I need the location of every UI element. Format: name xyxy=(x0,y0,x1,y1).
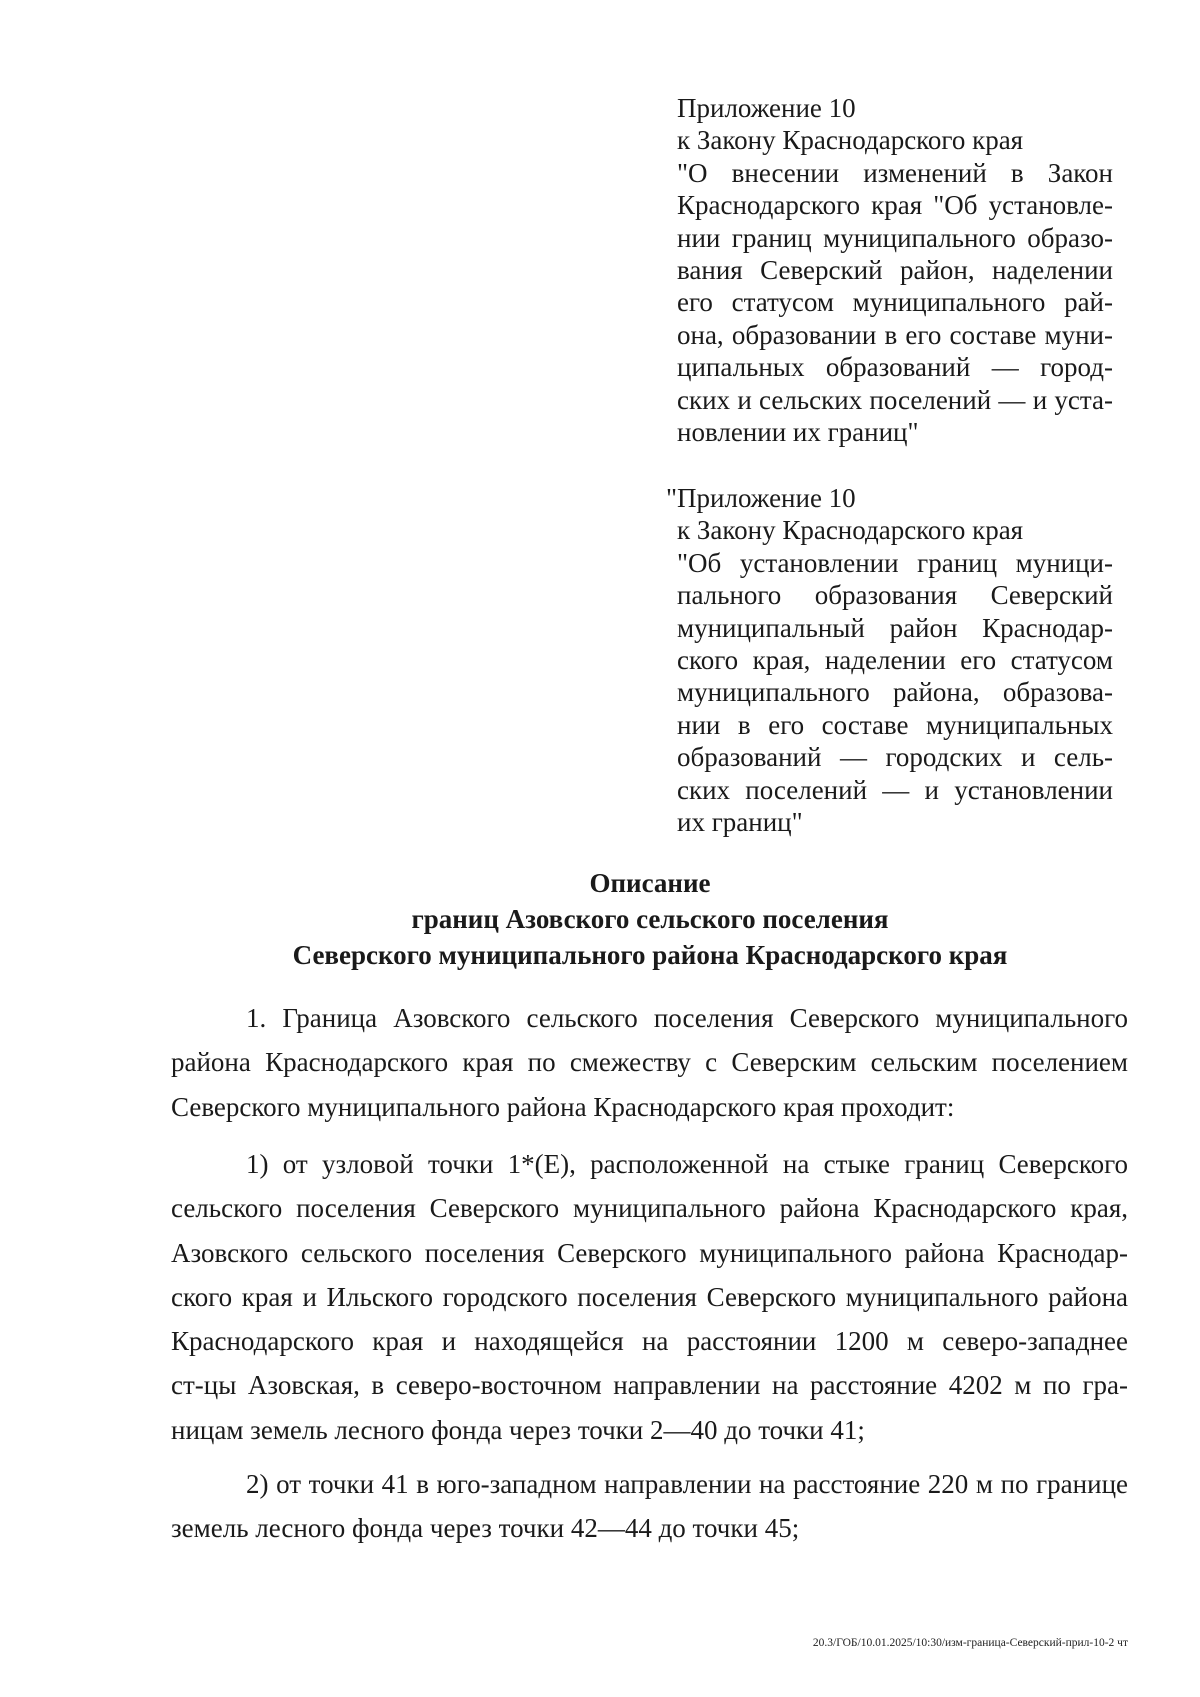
appendix-line: Краснодарского края "Об установле- xyxy=(677,190,1113,221)
paragraph-line: Азовского сельского поселения Северского муниципального района Краснодар- xyxy=(171,1237,1128,1268)
appendix-line: ских и сельских поселений — и уста- xyxy=(677,384,1113,415)
appendix-line: "О внесении изменений в Закон xyxy=(677,157,1113,188)
paragraph-line: ницам земель лесного фонда через точки 2—40 до точки 41; xyxy=(171,1414,865,1445)
appendix-reference-new xyxy=(666,482,1113,838)
appendix-line: образований — городских и сель- xyxy=(677,742,1113,773)
appendix-line: их границ" xyxy=(677,807,803,838)
paragraph-line: ского края и Ильского городского поселения Северского муниципального района xyxy=(171,1281,1128,1312)
appendix-line: нии в его составе муниципальных xyxy=(677,709,1113,740)
appendix-line: Приложение 10 xyxy=(677,93,856,123)
appendix-line: муниципального района, образова- xyxy=(677,677,1113,708)
paragraph-2 xyxy=(171,1142,1128,1452)
appendix-reference-current xyxy=(677,92,1113,448)
paragraph-line: сельского поселения Северского муниципального района Краснодарского края, xyxy=(171,1193,1128,1224)
appendix-line: ского края, наделении его статусом xyxy=(677,645,1113,676)
document-subtitle: границ Азовского сельского поселения xyxy=(411,904,889,934)
paragraph-line: Краснодарского края и находящейся на расстоянии 1200 м северо-западнее xyxy=(171,1326,1128,1357)
document-title: Описание xyxy=(589,868,711,898)
appendix-line: ских поселений — и установлении xyxy=(677,774,1113,805)
appendix-line: вания Северский район, наделении xyxy=(677,255,1113,286)
appendix-line: его статусом муниципального рай- xyxy=(677,287,1113,318)
appendix-line: муниципальный район Краснодар- xyxy=(677,612,1113,643)
paragraph-line: 1. Граница Азовского сельского поселения Северского муниципального xyxy=(246,1003,1128,1033)
appendix-line: новлении их границ" xyxy=(677,417,919,448)
appendix-line: пального образования Северский xyxy=(677,580,1113,611)
document-footer-code: 20.3/ГОБ/10.01.2025/10:30/изм-граница-Северский-прил-10-2 чт xyxy=(812,1637,1128,1649)
appendix-line: "Приложение 10 xyxy=(666,483,856,513)
paragraph-line: района Краснодарского края по смежеству с Северским сельским поселением xyxy=(171,1047,1128,1078)
document-subtitle: Северского муниципального района Краснодарского края xyxy=(292,940,1008,970)
appendix-line: к Закону Краснодарского края xyxy=(677,125,1024,156)
paragraph-line: Северского муниципального района Краснодарского края проходит: xyxy=(171,1091,955,1122)
paragraph-3 xyxy=(171,1462,1128,1551)
paragraph-line: 1) от узловой точки 1*(Е), расположенной на стыке границ Северского xyxy=(246,1149,1128,1179)
paragraph-line: 2) от точки 41 в юго-западном направлении на расстояние 220 м по границе xyxy=(246,1469,1128,1499)
appendix-line: нии границ муниципального образо- xyxy=(677,222,1113,253)
paragraph-1 xyxy=(171,996,1128,1129)
paragraph-line: земель лесного фонда через точки 42—44 до точки 45; xyxy=(171,1513,800,1544)
appendix-line: к Закону Краснодарского края xyxy=(677,515,1024,546)
appendix-line: "Об установлении границ муници- xyxy=(677,547,1113,578)
appendix-line: она, образовании в его составе муни- xyxy=(677,319,1113,350)
paragraph-line: ст-цы Азовская, в северо-восточном направлении на расстояние 4202 м по гра- xyxy=(171,1370,1128,1401)
appendix-line: ципальных образований — город- xyxy=(677,352,1113,383)
